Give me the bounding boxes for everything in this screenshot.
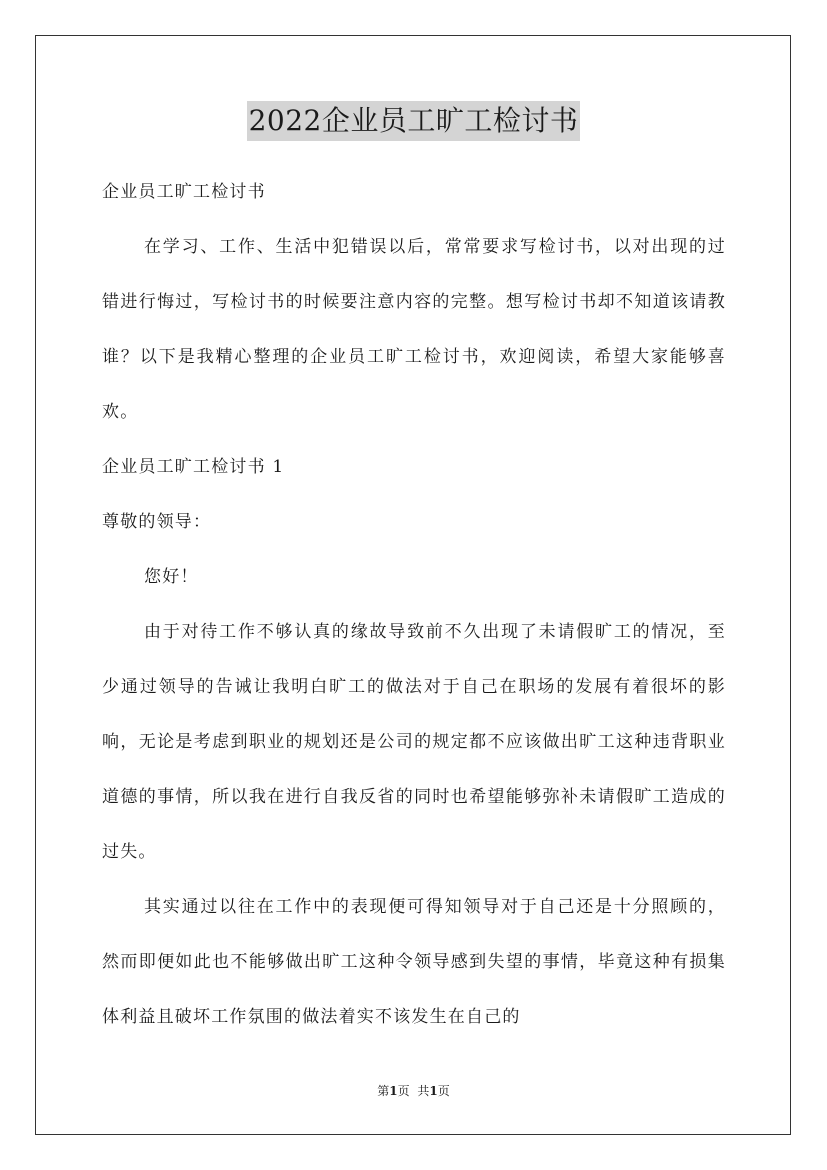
page-suffix: 页: [397, 1084, 410, 1098]
paragraph-6: 其实通过以往在工作中的表现便可得知领导对于自己还是十分照顾的，然而即便如此也不能够做出旷工这种令领导感到失望的事情，毕竟这种有损集体利益且破坏工作氛围的做法着实不该发生在自己的: [102, 897, 726, 1027]
paragraph-0: 企业员工旷工检讨书: [102, 182, 266, 202]
paragraph-2: 企业员工旷工检讨书 1: [102, 457, 285, 477]
paragraph-4: 您好！: [144, 567, 199, 587]
total-prefix: 共: [417, 1084, 430, 1098]
page-number: 1: [389, 1084, 398, 1098]
total-pages: 1: [429, 1084, 438, 1098]
paragraph-1: 在学习、工作、生活中犯错误以后，常常要求写检讨书，以对出现的过错进行悔过，写检讨书的时候要注意内容的完整。想写检讨书却不知道该请教谁？以下是我精心整理的企业员工旷工检讨书，欢迎阅读，希望大家能够喜欢。: [102, 237, 726, 422]
page-prefix: 第: [377, 1084, 390, 1098]
title-container: [0, 101, 827, 141]
document-title: 2022企业员工旷工检讨书: [247, 101, 581, 141]
paragraph-3: 尊敬的领导：: [102, 512, 212, 532]
total-suffix: 页: [437, 1084, 450, 1098]
page-footer: [0, 1082, 827, 1099]
document-body: [102, 165, 726, 1045]
paragraph-5: 由于对待工作不够认真的缘故导致前不久出现了未请假旷工的情况，至少通过领导的告诫让我明白旷工的做法对于自己在职场的发展有着很坏的影响，无论是考虑到职业的规划还是公司的规定都不应该做出旷工这种违背职业道德的事情，所以我在进行自我反省的同时也希望能够弥补未请假旷工造成的过失。: [102, 622, 726, 862]
